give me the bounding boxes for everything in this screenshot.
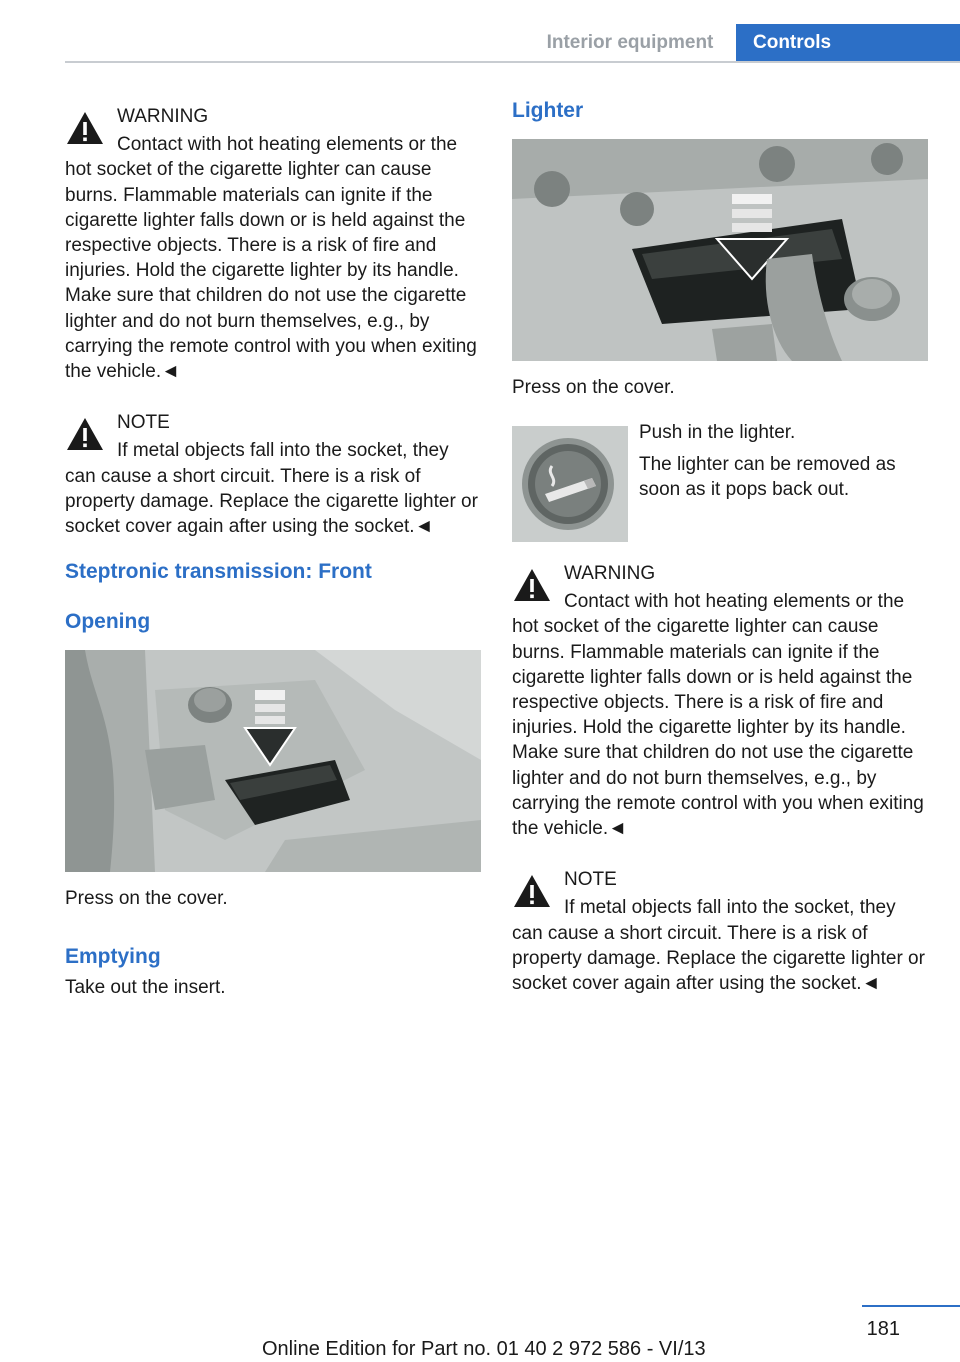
- note-text: If metal objects fall into the socket, they can cause a short circuit. There is a risk of property damage. Replace the cigarette lighter or socket cover again after using the socket.◄: [65, 440, 478, 538]
- ashtray-figure: [65, 650, 481, 872]
- lighter-instructions: [512, 420, 928, 538]
- emptying-text: Take out the insert.: [65, 977, 226, 999]
- left-column: [65, 98, 481, 1000]
- opening-caption: Press on the cover.: [65, 888, 228, 910]
- warning-triangle-icon: [65, 416, 105, 452]
- lighter-text-block: [639, 420, 929, 509]
- header-chapter-tab: Controls: [736, 24, 960, 61]
- remove-instruction: The lighter can be removed as soon as it pops back out.: [639, 453, 896, 500]
- push-instruction: Push in the lighter.: [639, 422, 796, 443]
- warning-text: Contact with hot heating elements or the hot socket of the cigarette lighter can cause burns. Flammable materials can ignite if the cigarette lighter falls down or is held against the respective objects. There is a risk of fire and injuries. Hold the cigarette lighter by its handle. Make sure that children do not use the cigarette lighter and do not burn themselves, e.g., by carrying the remote control with you when exiting the vehicle.◄: [65, 134, 477, 383]
- cigarette-symbol-icon: [512, 426, 628, 542]
- right-column: [512, 98, 928, 1016]
- warning-triangle-icon: [512, 567, 552, 603]
- warning-text: Contact with hot heating elements or the hot socket of the cigarette lighter can cause burns. Flammable materials can ignite if the cigarette lighter falls down or is held against the respective objects. There is a risk of fire and injuries. Hold the cigarette lighter by its handle. Make sure that children do not use the cigarette lighter and do not burn themselves, e.g., by carrying the remote control with you when exiting the vehicle.◄: [512, 591, 924, 840]
- warning-triangle-icon: [512, 873, 552, 909]
- warning-block: [512, 555, 928, 841]
- opening-heading: Opening: [65, 610, 151, 634]
- lighter-figure: [512, 139, 928, 361]
- page-number: 181: [866, 1318, 900, 1340]
- header-section-tab: Interior equipment: [546, 32, 714, 53]
- lighter-caption: Press on the cover.: [512, 377, 675, 398]
- note-keyword: NOTE: [117, 412, 170, 434]
- lighter-heading: Lighter: [512, 99, 584, 122]
- warning-block: [65, 98, 481, 384]
- note-keyword: NOTE: [564, 869, 617, 891]
- note-text: If metal objects fall into the socket, they can cause a short circuit. There is a risk of property damage. Replace the cigarette lighter or socket cover again after using the socket.◄: [512, 897, 925, 995]
- header-rule: [65, 61, 960, 63]
- section-heading: Steptronic transmission: Front: [65, 560, 372, 584]
- note-block: [65, 404, 481, 539]
- lighter-button-image: [512, 426, 628, 542]
- warning-triangle-icon: [65, 110, 105, 146]
- warning-keyword: WARNING: [117, 106, 209, 127]
- note-block: [512, 861, 928, 996]
- emptying-heading: Emptying: [65, 945, 161, 969]
- warning-keyword: WARNING: [564, 563, 656, 584]
- edition-line: Online Edition for Part no. 01 40 2 972 586 - VI/13: [262, 1338, 706, 1360]
- footer-rule: [862, 1305, 960, 1307]
